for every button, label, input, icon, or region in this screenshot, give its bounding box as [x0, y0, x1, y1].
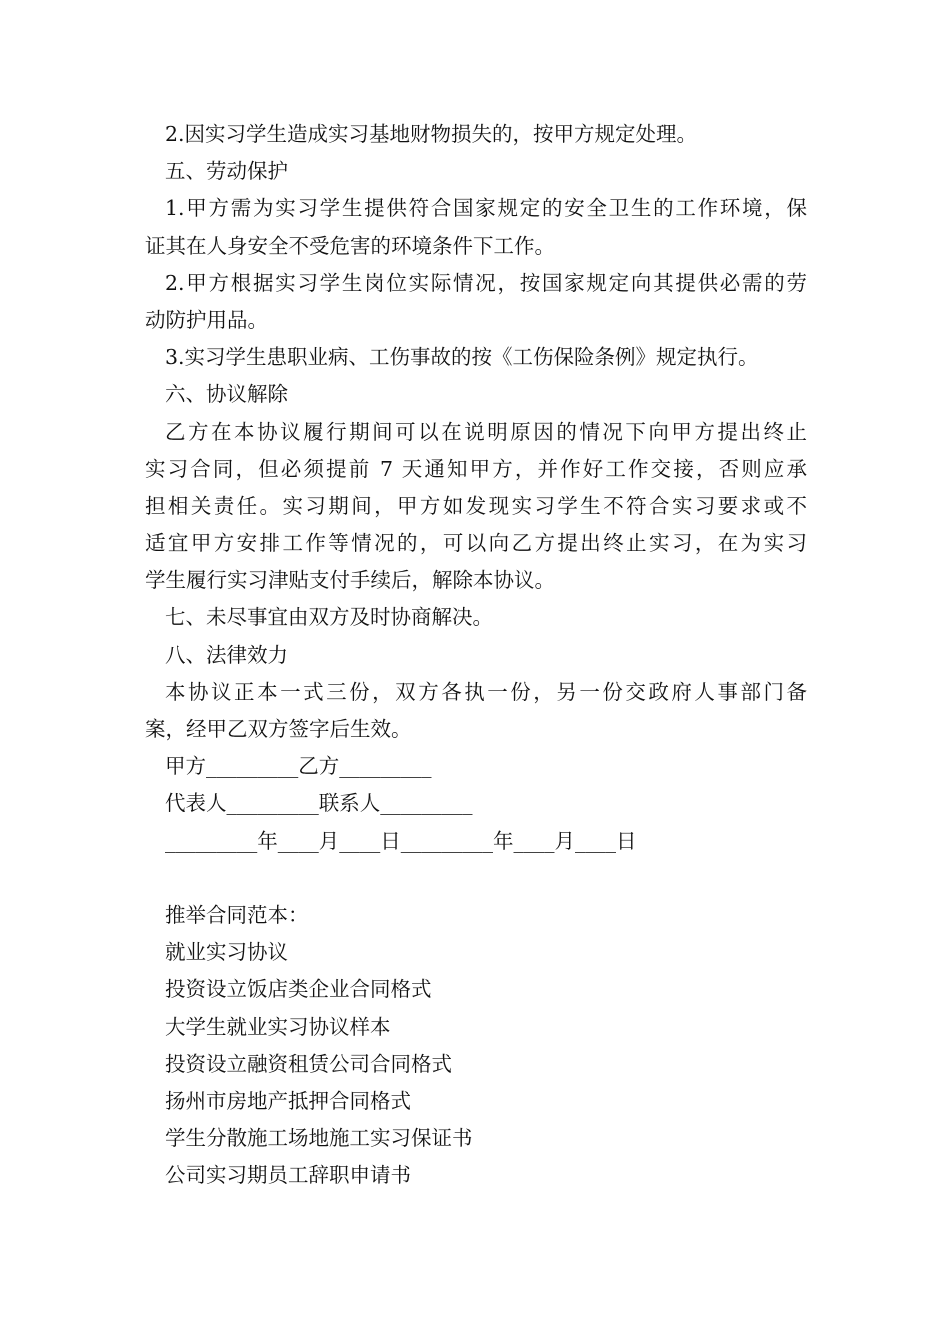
document-line: 学生履行实习津贴支付手续后，解除本协议。 [145, 568, 555, 593]
document-line: 乙方在本协议履行期间可以在说明原因的情况下向甲方提出终止 [165, 419, 807, 444]
document-line: _________年____月____日_________年____月____日 [165, 828, 637, 853]
document-line: 证其在人身安全不受危害的环境条件下工作。 [145, 233, 555, 258]
recommended-heading: 推举合同范本： [165, 902, 309, 927]
document-body [145, 116, 807, 860]
recommended-link[interactable]: 就业实习协议 [165, 940, 288, 965]
document-line: 动防护用品。 [145, 307, 268, 332]
recommended-link[interactable]: 学生分散施工场地施工实习保证书 [165, 1126, 473, 1151]
recommended-list [145, 934, 807, 1194]
document-line: 2.因实习学生造成实习基地财物损失的，按甲方规定处理。 [165, 122, 698, 146]
blank-line [145, 860, 807, 897]
document-line: 代表人_________联系人_________ [165, 791, 473, 816]
document-line: 五、劳动保护 [165, 159, 288, 184]
recommended-link[interactable]: 大学生就业实习协议样本 [165, 1014, 391, 1039]
document-line: 七、未尽事宜由双方及时协商解决。 [165, 605, 493, 630]
document-line: 实习合同，但必须提前 7 天通知甲方，并作好工作交接，否则应承 [145, 456, 807, 481]
recommended-link[interactable]: 投资设立融资租赁公司合同格式 [165, 1051, 452, 1076]
recommended-link[interactable]: 公司实习期员工辞职申请书 [165, 1163, 411, 1188]
recommended-link[interactable]: 投资设立饭店类企业合同格式 [165, 977, 432, 1002]
document-line: 担相关责任。实习期间，甲方如发现实习学生不符合实习要求或不 [145, 493, 807, 518]
document-line: 八、法律效力 [165, 642, 288, 667]
document-line: 案，经甲乙双方签字后生效。 [145, 717, 412, 741]
recommended-link[interactable]: 扬州市房地产抵押合同格式 [165, 1088, 411, 1113]
document-line: 甲方_________乙方_________ [165, 754, 432, 779]
document-line: 本协议正本一式三份，双方各执一份，另一份交政府人事部门备 [165, 679, 807, 704]
document-page [145, 116, 807, 1194]
document-line: 1.甲方需为实习学生提供符合国家规定的安全卫生的工作环境，保 [165, 196, 807, 221]
document-line: 2.甲方根据实习学生岗位实际情况，按国家规定向其提供必需的劳 [165, 270, 807, 295]
document-line: 六、协议解除 [165, 382, 288, 407]
document-line: 3.实习学生患职业病、工伤事故的按《工伤保险条例》规定执行。 [165, 345, 759, 370]
document-line: 适宜甲方安排工作等情况的，可以向乙方提出终止实习，在为实习 [145, 531, 807, 556]
